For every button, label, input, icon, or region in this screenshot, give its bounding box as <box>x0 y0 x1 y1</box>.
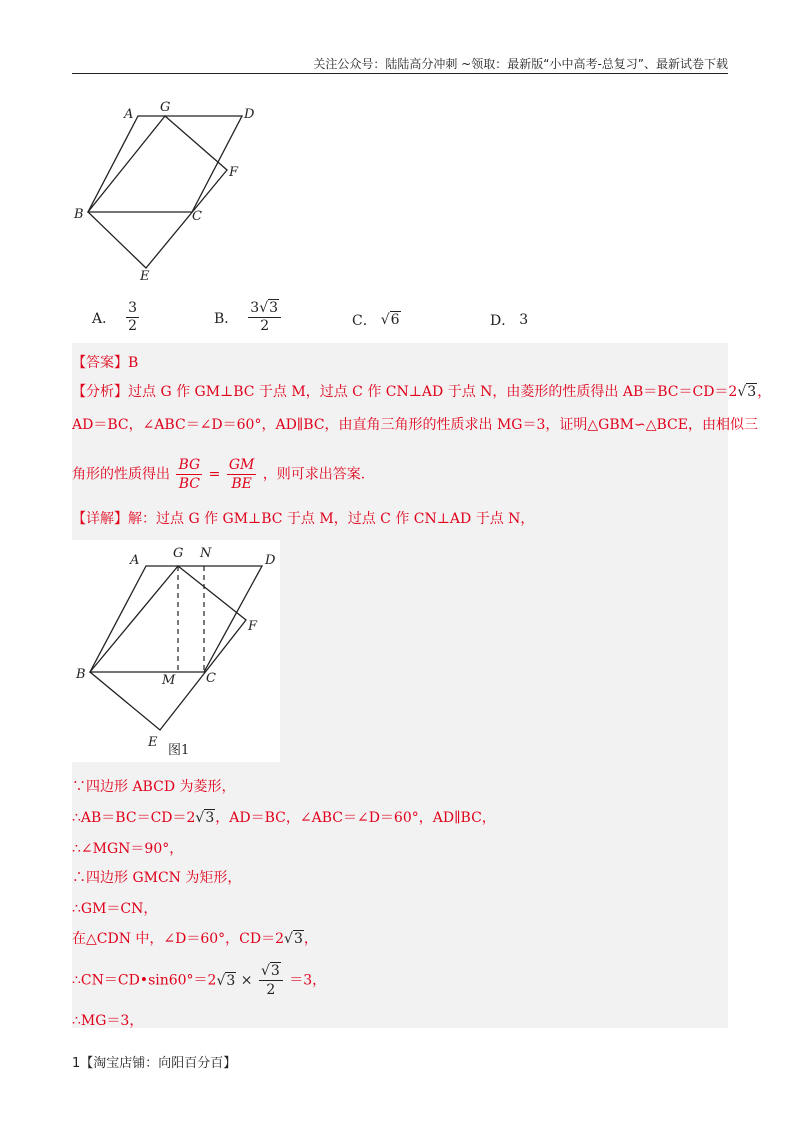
label-e: E <box>140 269 150 284</box>
label-c: C <box>206 671 216 686</box>
figure-caption: 图1 <box>168 743 190 758</box>
rhombus-abcd <box>88 116 242 212</box>
option-b[interactable]: B． $\frac{3√3}{2}$ <box>214 300 281 335</box>
answer-line: 【答案】B <box>72 355 139 371</box>
answer-value: B <box>128 355 139 371</box>
option-d[interactable]: D． 3 <box>490 312 529 329</box>
label-a: A <box>130 553 140 568</box>
step-3: ∴∠MGN＝90°， <box>72 841 184 857</box>
answer-options <box>92 300 728 340</box>
label-b: B <box>76 667 86 682</box>
rhombus-abcd <box>90 566 262 672</box>
page-footer: 1【淘宝店铺：向阳百分百】 <box>72 1056 237 1071</box>
analysis-line-2: AD＝BC，∠ABC＝∠D＝60°，AD∥BC，由直角三角形的性质求出 MG＝3，证明△GBM∽△BCE，由相似三 <box>72 417 758 433</box>
analysis-line-1: 【分析】过点 G 作 GM⊥BC 于点 M，过点 C 作 CN⊥AD 于点 N，由菱形的性质得出 AB＝BC＝CD＝2√3， <box>72 384 772 400</box>
step-4: ∴四边形 GMCN 为矩形， <box>72 870 242 886</box>
quadrilateral-gbef <box>88 116 227 268</box>
quadrilateral-gbef <box>90 566 246 730</box>
label-d: D <box>265 553 276 568</box>
label-f: F <box>229 165 239 180</box>
step-1: ∵四边形 ABCD 为菱形， <box>72 779 236 795</box>
label-d: D <box>244 107 255 122</box>
header-rule <box>72 73 728 74</box>
option-a[interactable]: A． $\frac{3}{2}$ <box>92 300 138 334</box>
label-a: A <box>124 107 134 122</box>
label-e: E <box>148 735 158 750</box>
step-2: ∴AB＝BC＝CD＝2√3，AD＝BC，∠ABC＝∠D＝60°，AD∥BC， <box>72 810 496 826</box>
label-f: F <box>248 619 258 634</box>
geometry-figure-1 <box>72 96 272 286</box>
label-g: G <box>173 546 184 561</box>
label-c: C <box>192 209 202 224</box>
page-header: 关注公众号：陆陆高分冲刺 ~领取：最新版“小中高考-总复习”、最新试卷下载 <box>313 57 728 71</box>
step-8: ∴MG＝3， <box>72 1013 144 1029</box>
step-6: 在△CDN 中，∠D＝60°，CD＝2√3， <box>72 931 318 947</box>
label-b: B <box>74 207 84 222</box>
label-g: G <box>160 100 171 115</box>
step-5: ∴GM＝CN， <box>72 901 158 917</box>
analysis-line-3: 角形的性质得出 $\frac{BG}{BC}$ = $\frac{GM}{BE}$ ，则可求出答案. <box>72 457 366 492</box>
label-m: M <box>162 673 176 688</box>
geometry-figure-2 <box>72 540 280 762</box>
option-c[interactable]: C． √6 <box>352 312 400 329</box>
step-7: ∴CN＝CD•sin60°＝2√3 × $\frac{√3}{2}$ ＝3， <box>72 963 327 998</box>
label-n: N <box>200 546 212 561</box>
detail-line: 【详解】解：过点 G 作 GM⊥BC 于点 M，过点 C 作 CN⊥AD 于点 N， <box>72 511 535 527</box>
